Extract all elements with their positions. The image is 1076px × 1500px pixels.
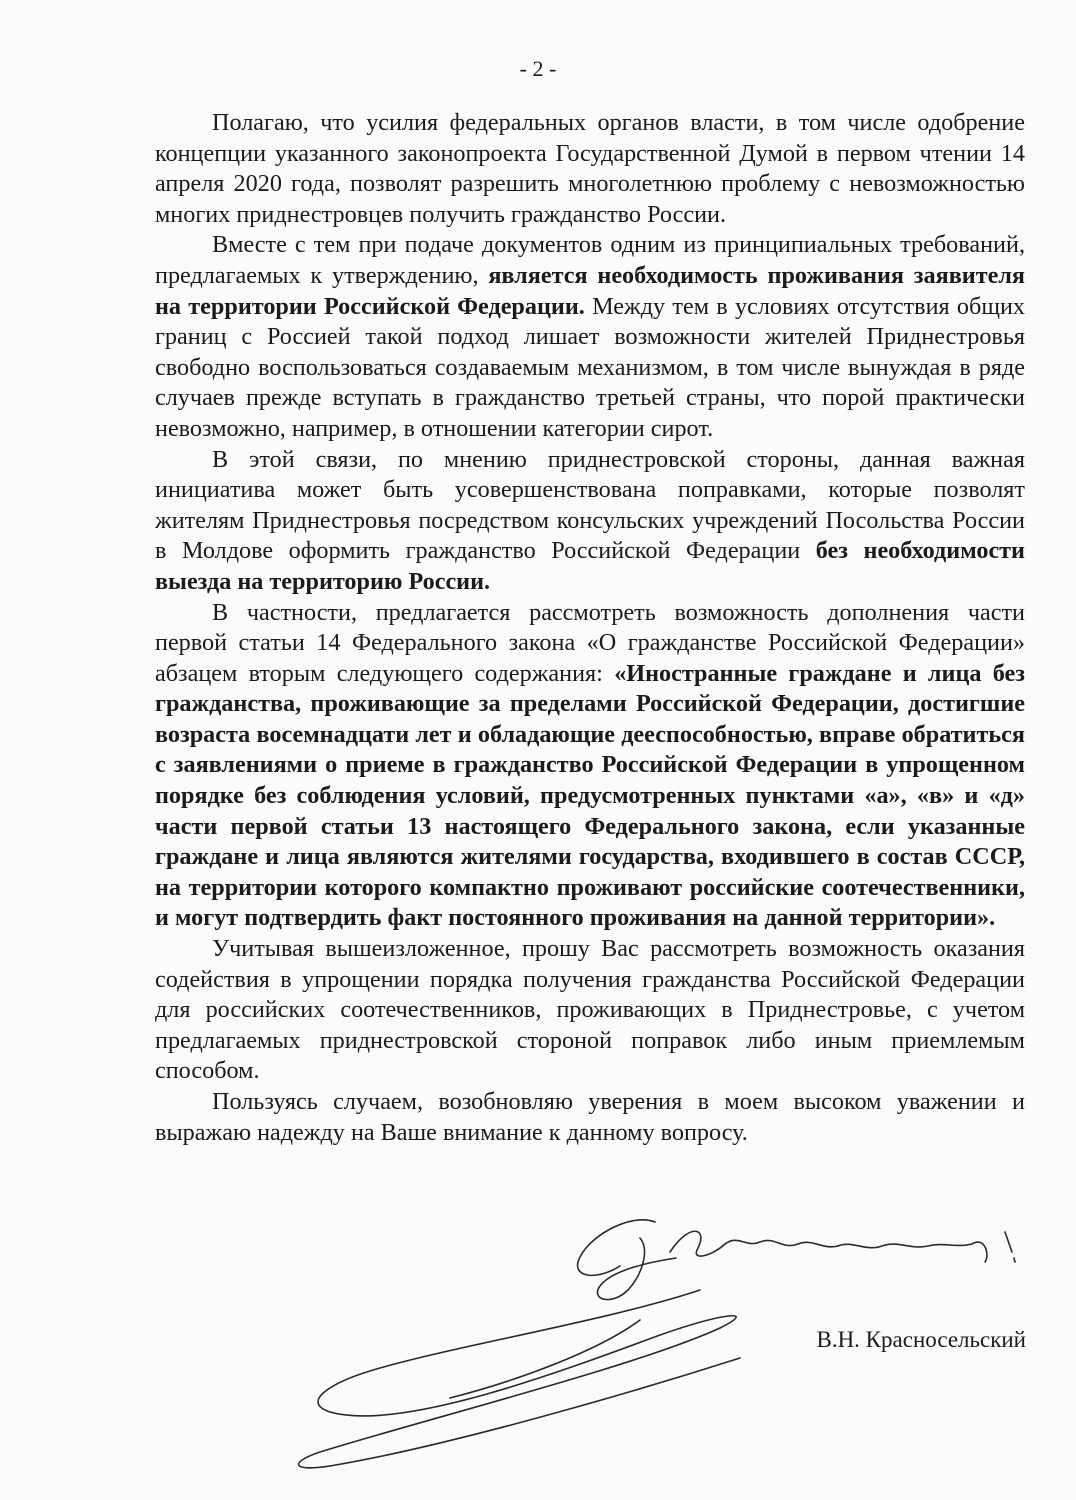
- text-run: Пользуясь случаем, возобновляю уверения в моем высоком уважении и выражаю надежду на Ваше внимание к данному вопросу.: [155, 1088, 1025, 1146]
- bold-text-run: «Иностранные граждане и лица без гражданства, проживающие за пределами Российской Федерации, достигшие возраста восемнадцати лет и обладающие дееспособностью, вправе обратиться с заявлениями о приеме в гражданство Российской Федерации в упрощенном порядке без соблюдения условий, предусмотренных пунктами «а», «в» и «д» части первой статьи 13 настоящего Федерального закона, если указанные граждане и лица являются жителями государства, входившего в состав СССР, на территории которого компактно проживают российские соотечественники, и могут подтвердить факт постоянного проживания на данной территории».: [155, 659, 1025, 932]
- bold-text-run: без необходимости выезда на территорию России.: [155, 537, 1025, 595]
- text-run: В этой связи, по мнению приднестровской стороны, данная важная инициатива может быть усовершенствована поправками, которые позволят жителям Приднестровья посредством консульских учреждений Посольства России в Молдове оформить гражданство Российской Федерации: [155, 445, 1025, 565]
- page-number: - 2 -: [519, 56, 557, 81]
- text-run: Вместе с тем при подаче документов одним из принципиальных требований, предлагаемых к утверждению,: [155, 231, 1025, 289]
- signer-name: В.Н. Красносельский: [816, 1327, 1026, 1352]
- text-run: Учитывая вышеизложенное, прошу Вас рассмотреть возможность оказания содействия в упрощении порядка получения гражданства Российской Федерации для российских соотечественников, проживающих в Приднестровье, с учетом предлагаемых приднестровской стороной поправок либо иным приемлемым способом.: [155, 935, 1025, 1085]
- text-run: Между тем в условиях отсутствия общих границ с Россией такой подход лишает возможности жителей Приднестровья свободно воспользоваться создаваемым механизмом, в том числе вынуждая в ряде случаев прежде вступать в гражданство третьей страны, что порой практически невозможно, например, в отношении категории сирот.: [155, 292, 1025, 442]
- text-run: В частности, предлагается рассмотреть возможность дополнения части первой статьи 14 Федерального закона «О гражданстве Российской Федерации» абзацем вторым следующего содержания:: [155, 598, 1025, 687]
- bold-text-run: является необходимость проживания заявителя на территории Российской Федерации.: [155, 261, 1025, 320]
- text-run: Полагаю, что усилия федеральных органов власти, в том числе одобрение концепции указанного законопроекта Государственной Думой в первом чтении 14 апреля 2020 года, позволят разрешить многолетнюю проблему с невозможностью многих приднестровцев получить гражданство России.: [155, 109, 1025, 228]
